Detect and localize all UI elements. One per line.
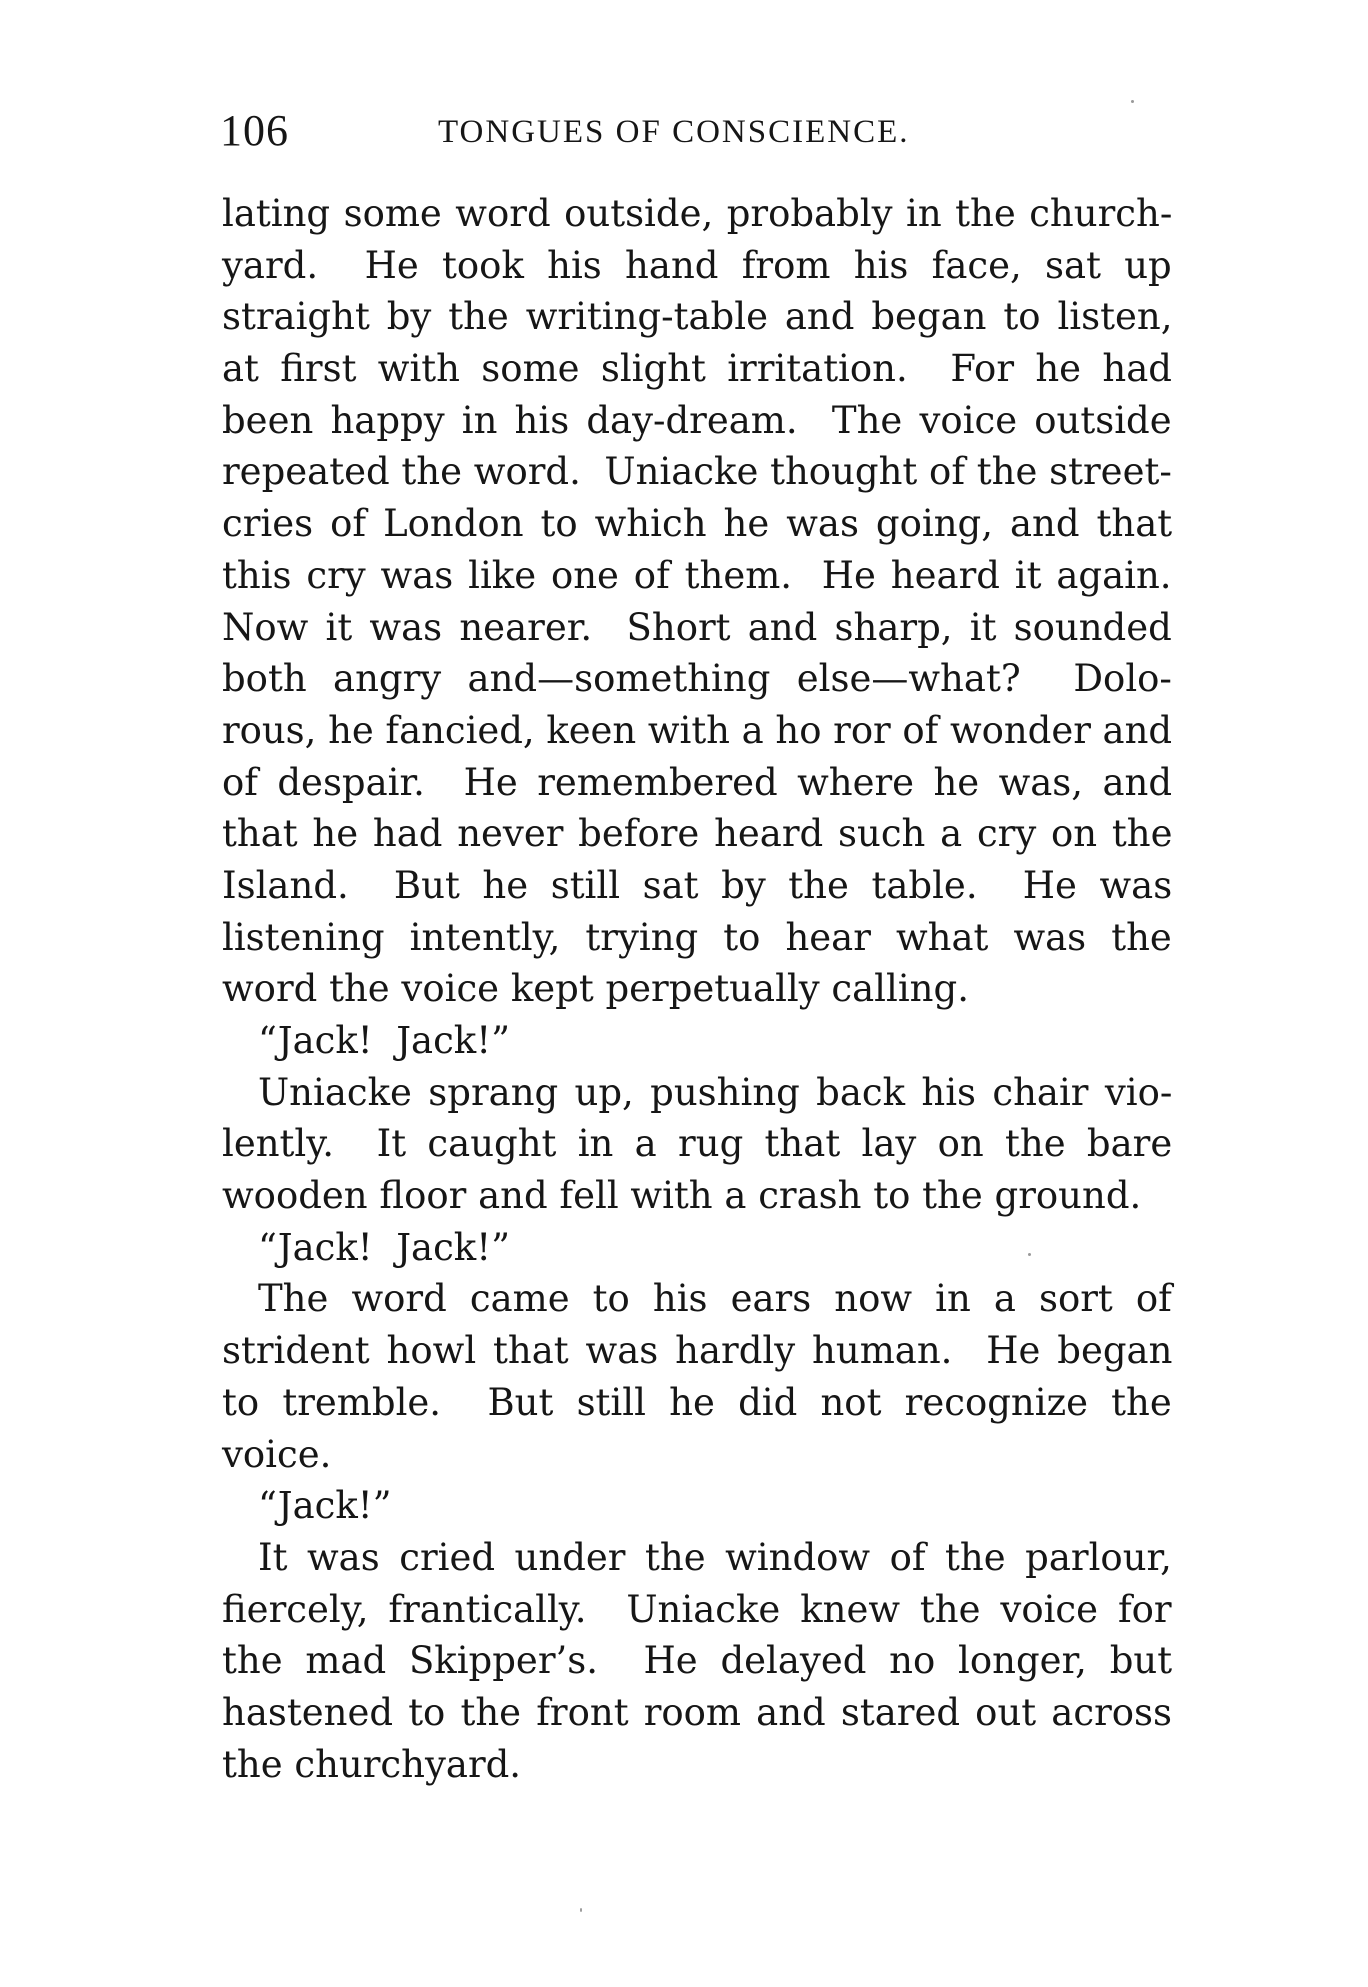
text-line: “Jack!” (258, 1484, 392, 1528)
text-line: the mad Skipper’s. He delayed no longer, but (222, 1639, 1173, 1683)
text-line: lating some word outside, probably in the church- (222, 192, 1173, 235)
text-line: of despair. He remembered where he was, and (222, 760, 1173, 804)
text-line: word the voice kept perpetually calling. (222, 967, 969, 1011)
text-line: at first with some slight irritation. For he had (222, 347, 1172, 391)
text-line: listening intently, trying to hear what was the (222, 915, 1172, 959)
page-number: 106 (220, 106, 289, 155)
text-line: hastened to the front room and stared out across (222, 1690, 1173, 1734)
text-line: the churchyard. (222, 1742, 522, 1786)
text-line: Uniacke sprang up, pushing back his chair vio- (258, 1070, 1173, 1114)
text-line: both angry and—something else—what? Dolo- (222, 657, 1172, 701)
text-line: repeated the word. Uniacke thought of the street- (222, 450, 1172, 494)
text-line: been happy in his day-dream. The voice outside (222, 398, 1172, 442)
text-line: Island. But he still sat by the table. He was (222, 863, 1173, 907)
text-line: The word came to his ears now in a sort of (258, 1277, 1172, 1321)
text-line: wooden floor and fell with a crash to the ground. (222, 1174, 1142, 1218)
book-title: TONGUES OF CONSCIENCE. (438, 114, 910, 150)
text-line: fiercely, frantically. Uniacke knew the voice for (222, 1587, 1172, 1631)
text-line: “Jack! Jack!” (258, 1019, 511, 1062)
paper-speck (580, 1908, 582, 1912)
paper-speck (1131, 100, 1134, 103)
text-line: rous, he fancied, keen with a ho ror of wonder and (222, 708, 1173, 752)
text-line: “Jack! Jack!” (258, 1225, 511, 1269)
text-line: voice. (222, 1432, 332, 1476)
text-line: Now it was nearer. Short and sharp, it sounded (222, 605, 1172, 649)
text-line: that he had never before heard such a cry on the (222, 812, 1173, 856)
text-line: to tremble. But still he did not recognize the (222, 1380, 1172, 1424)
text-line: strident howl that was hardly human. He began (222, 1329, 1173, 1373)
text-line: straight by the writing-table and began to listen, (222, 295, 1173, 339)
text-line: yard. He took his hand from his face, sat up (222, 243, 1172, 287)
body-text (222, 188, 1172, 1790)
running-head (220, 106, 990, 156)
text-line: lently. It caught in a rug that lay on the bare (222, 1122, 1173, 1166)
paper-speck (1028, 1253, 1031, 1256)
text-line: cries of London to which he was going, and that (222, 502, 1173, 546)
text-line: this cry was like one of them. He heard it again. (222, 553, 1172, 597)
text-line: It was cried under the window of the parlour, (258, 1535, 1172, 1579)
